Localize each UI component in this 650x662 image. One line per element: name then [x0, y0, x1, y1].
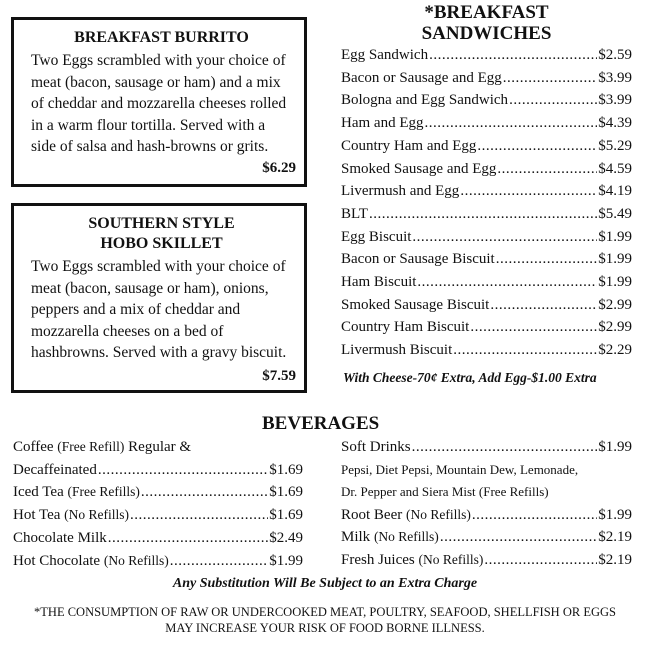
leader-dots: [460, 180, 597, 203]
item-name: Egg Biscuit: [341, 228, 412, 245]
beverages-right-list: [341, 436, 632, 572]
item-price: $2.99: [598, 319, 632, 336]
menu-item: [341, 44, 632, 67]
menu-item: [341, 549, 632, 572]
leader-dots: [440, 526, 597, 549]
item-price: $2.59: [598, 47, 632, 63]
item-price: $3.99: [598, 92, 632, 109]
item-price: $1.69: [269, 507, 303, 524]
leader-dots: [484, 549, 597, 572]
leader-dots: [130, 504, 268, 527]
coffee-refill-note: (Free Refill): [57, 439, 125, 454]
hobo-skillet-description: Two Eggs scrambled with your choice of meat (bacon, sausage or ham), onions, peppers and a mix of cheddar and mozzarella cheeses on a bed of hashbrowns. Served with a gravy biscuit.: [31, 258, 287, 361]
item-price: $2.19: [598, 552, 632, 569]
menu-item: [341, 226, 632, 249]
item-price: $4.19: [598, 183, 632, 200]
leader-dots: [472, 504, 597, 527]
item-note: (Free Refills): [67, 484, 140, 500]
hobo-skillet-box: [11, 203, 307, 393]
item-price: $2.99: [598, 296, 632, 313]
leader-dots: [141, 481, 268, 504]
leader-dots: [477, 135, 597, 158]
leader-dots: [417, 271, 597, 294]
hobo-skillet-title-line1: SOUTHERN STYLE: [88, 215, 235, 232]
menu-item: [13, 527, 303, 550]
leader-dots: [424, 112, 597, 135]
item-note: (No Refills): [373, 529, 439, 545]
health-warning-line1: *THE CONSUMPTION OF RAW OR UNDERCOOKED MEAT, POULTRY, SEAFOOD, SHELLFISH OR EGGS: [34, 605, 616, 619]
menu-item: [341, 180, 632, 203]
item-name: [341, 526, 439, 549]
item-name: Country Ham Biscuit: [341, 319, 470, 336]
sandwiches-list: [341, 44, 632, 362]
leader-dots: [490, 294, 597, 317]
item-label: Fresh Juices: [341, 552, 415, 569]
hobo-skillet-title-line2: HOBO SKILLET: [100, 235, 223, 252]
breakfast-burrito-box: [11, 17, 307, 187]
item-name: Soft Drinks: [341, 439, 411, 455]
item-price: $4.59: [598, 160, 632, 177]
item-name: Bologna and Egg Sandwich: [341, 92, 509, 109]
item-name: [13, 504, 129, 527]
coffee-item-line2: [13, 459, 303, 482]
menu-item: [341, 294, 632, 317]
sandwiches-title-line1: *BREAKFAST: [424, 2, 549, 23]
item-name: [13, 436, 191, 459]
sandwiches-title: [341, 2, 632, 44]
item-name: Smoked Sausage Biscuit: [341, 296, 490, 313]
item-price: $2.29: [598, 342, 632, 359]
beverages-left-list: [13, 436, 303, 572]
leader-dots: [412, 226, 597, 249]
item-price: $5.49: [598, 205, 632, 222]
menu-item: [13, 550, 303, 573]
item-label: Milk: [341, 529, 371, 546]
soft-drinks-note-line1: Pepsi, Diet Pepsi, Mountain Dew, Lemonade,: [341, 461, 579, 477]
coffee-regular: Regular &: [128, 439, 192, 455]
hobo-skillet-price: $7.59: [262, 368, 296, 384]
item-name: Egg Sandwich: [341, 47, 429, 63]
menu-item: [341, 158, 632, 181]
item-name: [13, 481, 140, 504]
coffee-name: Coffee: [13, 439, 54, 455]
item-price: $4.39: [598, 115, 632, 132]
item-name: Country Ham and Egg: [341, 137, 477, 154]
item-label: Hot Tea: [13, 507, 61, 524]
leader-dots: [503, 67, 597, 90]
leader-dots: [369, 203, 597, 226]
leader-dots: [412, 436, 598, 459]
item-name: [13, 550, 169, 573]
menu-item: [341, 271, 632, 294]
item-name: [341, 549, 483, 572]
item-label: Root Beer: [341, 506, 403, 523]
item-name: BLT: [341, 205, 368, 222]
menu-item: [13, 481, 303, 504]
coffee-item-line1: [13, 436, 303, 459]
sandwiches-title-line2: SANDWICHES: [421, 23, 552, 44]
menu-item: [341, 248, 632, 271]
item-note: (No Refills): [418, 552, 484, 568]
menu-item: [341, 436, 632, 459]
breakfast-burrito-title: BREAKFAST BURRITO: [74, 29, 249, 46]
item-name: Livermush Biscuit: [341, 342, 453, 359]
item-name: Livermush and Egg: [341, 183, 460, 200]
breakfast-burrito-price: $6.29: [262, 160, 296, 176]
menu-item: [341, 339, 632, 362]
leader-dots: [453, 339, 597, 362]
menu-item: [341, 526, 632, 549]
leader-dots: [108, 527, 269, 550]
menu-item: [13, 504, 303, 527]
item-name: Bacon or Sausage Biscuit: [341, 251, 495, 268]
item-price: $3.99: [598, 69, 632, 86]
item-name: Smoked Sausage and Egg: [341, 160, 497, 177]
item-name: Ham and Egg: [341, 115, 424, 132]
health-warning: [0, 604, 650, 636]
leader-dots: [170, 550, 269, 573]
item-price: $1.69: [269, 461, 303, 478]
item-note: (No Refills): [64, 507, 130, 523]
item-price: $1.99: [598, 506, 632, 523]
leader-dots: [98, 459, 268, 482]
substitution-note: Any Substitution Will Be Subject to an Extra Charge: [172, 576, 478, 591]
beverages-title: BEVERAGES: [262, 413, 380, 434]
menu-item: [341, 135, 632, 158]
leader-dots: [496, 248, 598, 271]
soft-drinks-note-line2: Dr. Pepper and Siera Mist (Free Refills): [341, 484, 549, 500]
item-price: $1.99: [598, 274, 632, 291]
item-label: Hot Chocolate: [13, 552, 101, 569]
item-name: Chocolate Milk: [13, 529, 107, 546]
item-price: $2.19: [598, 529, 632, 546]
item-price: $1.69: [269, 484, 303, 501]
menu-item: [341, 316, 632, 339]
item-name: Ham Biscuit: [341, 274, 417, 291]
breakfast-burrito-description: Two Eggs scrambled with your choice of meat (bacon, sausage or ham) and a mix of cheddar and mozzarella cheeses rolled in a warm flour tortilla. Served with a side of salsa and hash-browns or grits.: [31, 52, 287, 155]
item-name: Bacon or Sausage and Egg: [341, 69, 502, 86]
menu-item: [341, 112, 632, 135]
item-price: $1.99: [598, 251, 632, 268]
item-name: Decaffeinated: [13, 461, 97, 478]
health-warning-line2: MAY INCREASE YOUR RISK OF FOOD BORNE ILLNESS.: [165, 621, 485, 635]
item-name: [341, 504, 471, 527]
item-price: $1.99: [269, 552, 303, 569]
menu-item: [341, 67, 632, 90]
menu-item: [341, 89, 632, 112]
item-note: (No Refills): [103, 552, 169, 568]
item-price: $1.99: [598, 228, 632, 245]
leader-dots: [497, 158, 597, 181]
menu-item: [341, 504, 632, 527]
leader-dots: [429, 44, 597, 67]
item-label: Iced Tea: [13, 484, 64, 501]
item-price: $1.99: [598, 439, 632, 455]
menu-item: [341, 203, 632, 226]
item-price: $2.49: [269, 529, 303, 546]
leader-dots: [470, 316, 597, 339]
leader-dots: [509, 89, 597, 112]
item-note: (No Refills): [406, 506, 471, 522]
sandwiches-extras-note: With Cheese-70¢ Extra, Add Egg-$1.00 Extra: [343, 370, 597, 385]
item-price: $5.29: [598, 137, 632, 154]
